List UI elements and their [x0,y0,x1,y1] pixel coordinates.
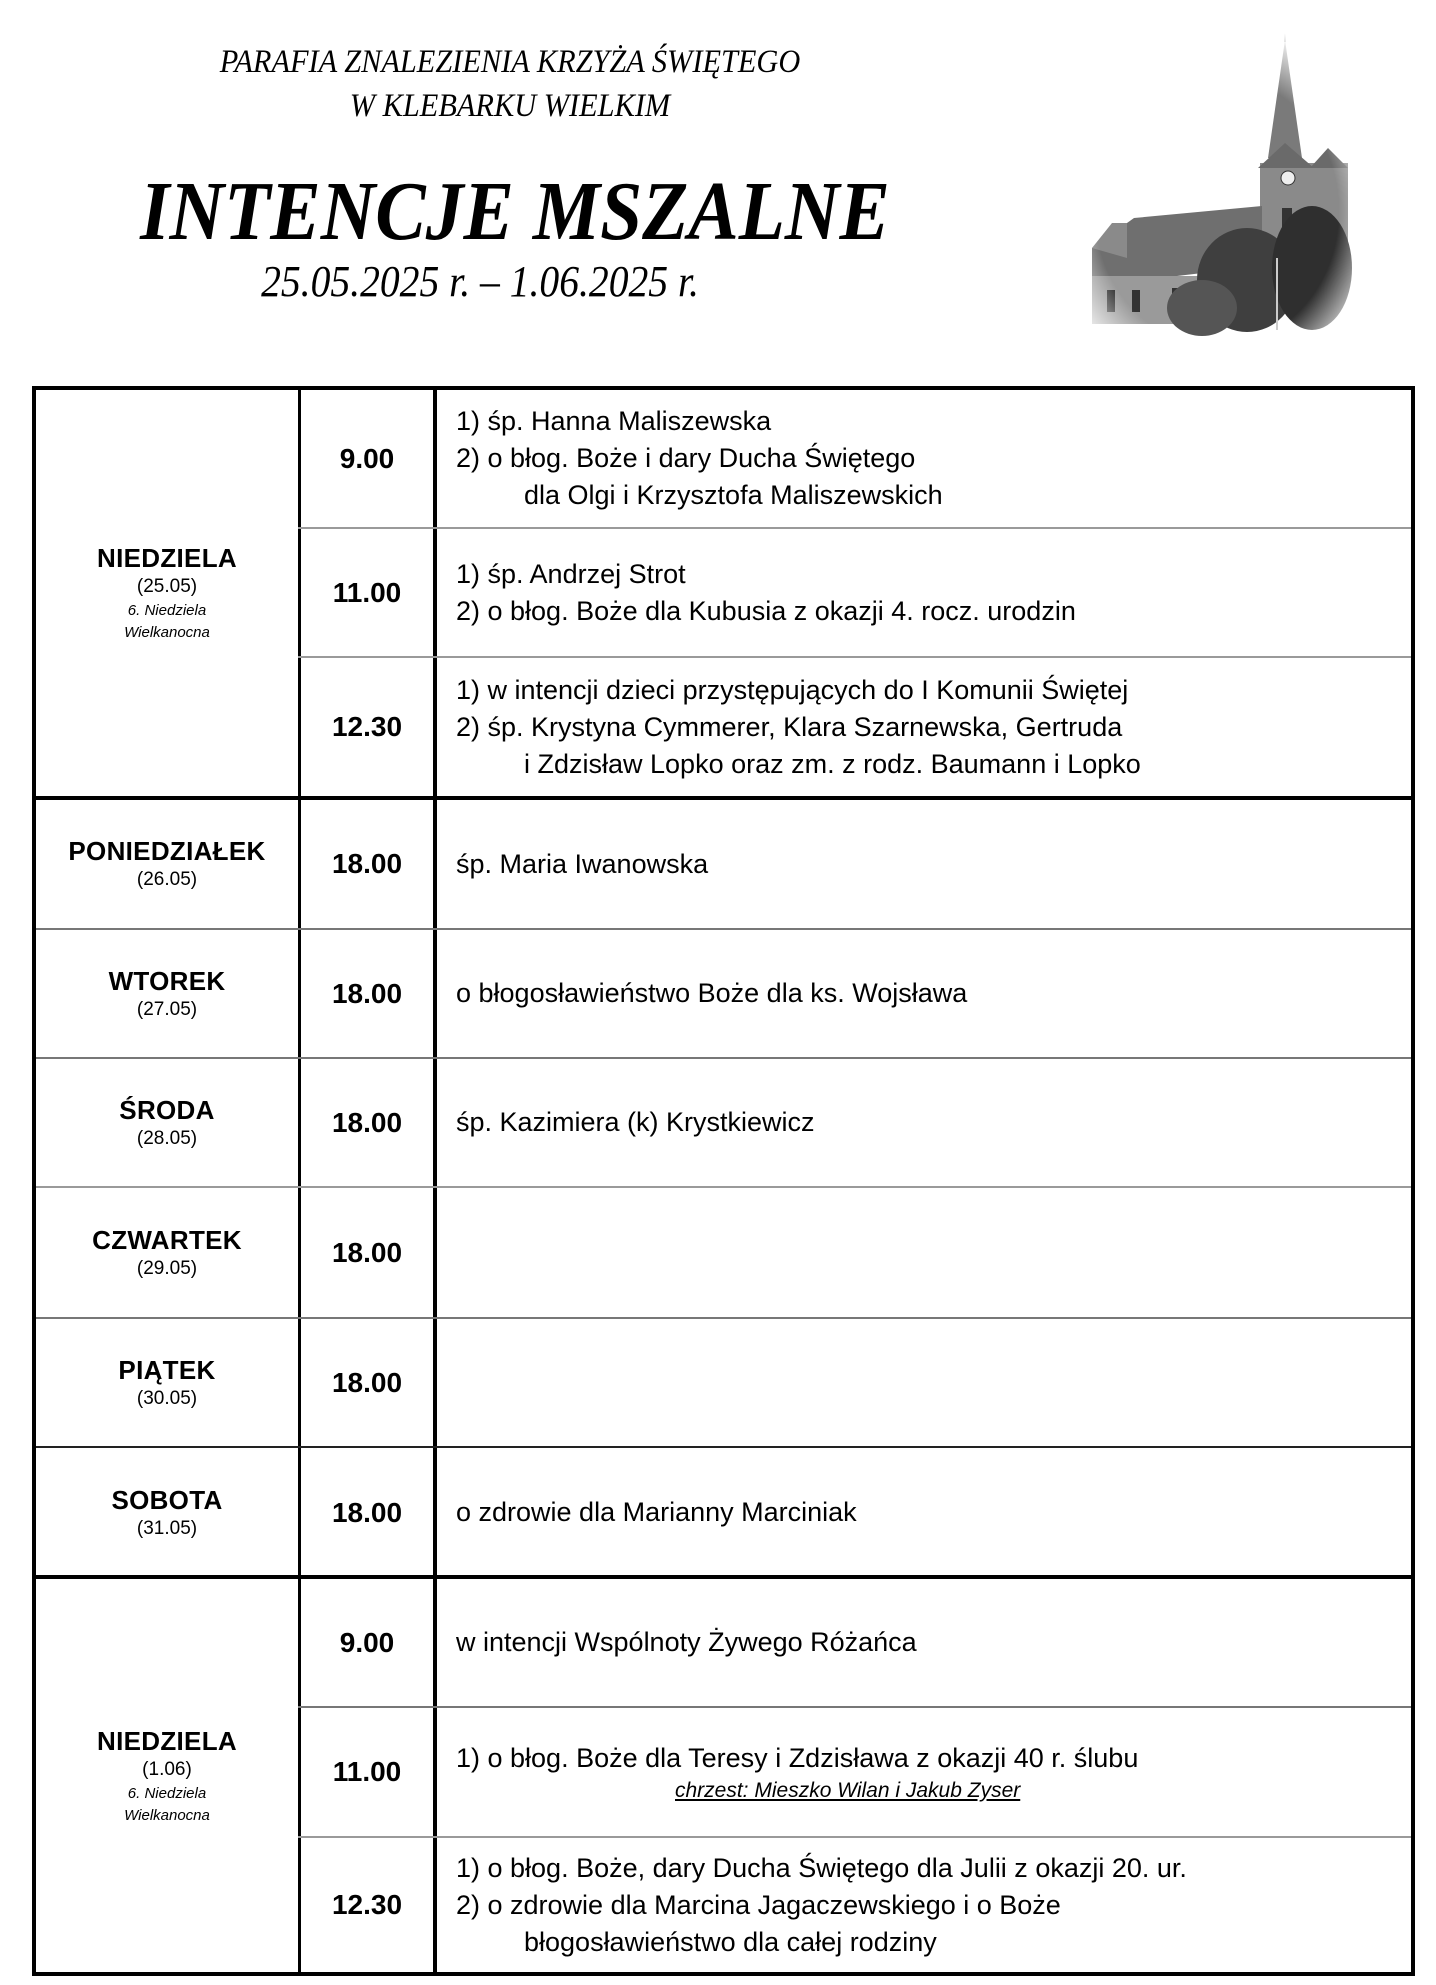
mass-intention [437,1188,1411,1317]
day-name: ŚRODA [119,1094,215,1125]
mass-row [298,1059,1411,1186]
mass-intention [437,1579,1411,1706]
day-cell [36,1188,301,1317]
mass-row [298,800,1411,928]
intention-line: dla Olgi i Krzysztofa Maliszewskich [524,480,943,510]
day-name: NIEDZIELA [97,1725,237,1756]
intention-line: 2) śp. Krystyna Cymmerer, Klara Szarnewska, Gertruda [456,711,1123,742]
intention-line: i Zdzisław Lopko oraz zm. z rodz. Baumann i Lopko [524,748,1141,779]
intention-line: 1) o błog. Boże dla Teresy i Zdzisława z okazji 40 r. ślubu [456,1742,1139,1773]
day-section-friday [36,1319,1411,1446]
mass-time: 9.00 [301,390,437,527]
baptism-note: chrzest: Mieszko Wilan i Jakub Zyser [675,1778,1021,1802]
mass-time: 12.30 [301,658,437,796]
day-cell [36,1059,301,1186]
mass-time: 18.00 [301,1059,437,1186]
intention-line: 1) o błog. Boże, dary Ducha Świętego dla Julii z okazji 20. ur. [456,1852,1187,1883]
mass-row [298,1319,1411,1446]
day-section-thursday [36,1188,1411,1317]
day-date: (31.05) [136,1517,198,1539]
day-section-monday [36,800,1411,928]
intention-line: śp. Maria Iwanowska [456,848,709,879]
church-illustration [1072,18,1362,340]
parish-name-line2: W KLEBARKU WIELKIM [349,88,671,124]
day-section-sunday-1 [36,390,1411,796]
day-feast: Wielkanocna [124,624,210,641]
day-feast: 6. Niedziela [127,602,207,619]
mass-time: 11.00 [301,1708,437,1836]
day-name: SOBOTA [111,1484,223,1515]
day-date: (28.05) [136,1127,198,1149]
date-range: 25.05.2025 r. – 1.06.2025 r. [261,257,699,306]
day-date: (29.05) [136,1257,198,1279]
day-name: PIĄTEK [118,1354,216,1385]
intention-line: 2) o zdrowie dla Marcina Jagaczewskiego i o Boże [456,1889,1061,1920]
mass-intention [437,1838,1411,1972]
day-section-wednesday [36,1059,1411,1186]
mass-time: 12.30 [301,1838,437,1972]
mass-row [298,1708,1411,1836]
intention-line: 2) o błog. Boże dla Kubusia z okazji 4. rocz. urodzin [456,595,1076,626]
day-name: WTOREK [108,965,226,996]
day-feast: Wielkanocna [124,1806,210,1824]
mass-row [298,658,1411,796]
mass-row [298,529,1411,656]
day-cell [36,390,301,796]
mass-time: 18.00 [301,800,437,928]
mass-intention [437,1319,1411,1446]
mass-time: 18.00 [301,1319,437,1446]
mass-intention [437,390,1411,527]
mass-row [298,930,1411,1057]
page-title: INTENCJE MSZALNE [140,165,890,258]
mass-time: 9.00 [301,1579,437,1706]
mass-row [298,390,1411,527]
day-date: (30.05) [136,1387,198,1409]
mass-time: 18.00 [301,1188,437,1317]
mass-intention [437,1708,1411,1836]
day-section-tuesday [36,930,1411,1057]
mass-row [298,1448,1411,1577]
day-feast: 6. Niedziela [127,1784,207,1802]
mass-intention [437,930,1411,1057]
mass-intention [437,1059,1411,1186]
mass-intention [437,1448,1411,1577]
day-cell [36,930,301,1057]
day-cell [36,1448,301,1577]
mass-time: 18.00 [301,1448,437,1577]
intention-line: 1) w intencji dzieci przystępujących do I Komunii Świętej [456,674,1129,705]
intention-line: w intencji Wspólnoty Żywego Różańca [456,1627,917,1657]
mass-row [298,1838,1411,1972]
day-section-sunday-2 [36,1579,1411,1972]
day-date: (25.05) [136,576,198,597]
day-name: PONIEDZIAŁEK [68,836,266,866]
intention-line: o błogosławieństwo Boże dla ks. Wojsława [456,978,968,1008]
day-date: (26.05) [136,869,198,890]
intention-line: 1) śp. Hanna Maliszewska [456,406,772,436]
mass-intention [437,800,1411,928]
intention-line: 1) śp. Andrzej Strot [456,558,686,589]
mass-time: 18.00 [301,930,437,1057]
intention-line: o zdrowie dla Marianny Marciniak [456,1497,857,1527]
intention-line: śp. Kazimiera (k) Krystkiewicz [456,1107,815,1137]
day-section-saturday [36,1448,1411,1577]
intention-line: błogosławieństwo dla całej rodziny [524,1926,937,1957]
day-cell [36,800,301,928]
mass-time: 11.00 [301,529,437,656]
mass-row [298,1579,1411,1706]
mass-intentions-table [32,386,1415,1976]
mass-row [298,1188,1411,1317]
parish-name-line1: PARAFIA ZNALEZIENIA KRZYŻA ŚWIĘTEGO [219,44,801,80]
day-date: (1.06) [142,1758,192,1780]
day-name: CZWARTEK [92,1224,242,1255]
day-cell [36,1319,301,1446]
day-cell [36,1579,301,1972]
day-date: (27.05) [136,998,198,1020]
mass-intention [437,658,1411,796]
day-name: NIEDZIELA [97,543,237,573]
intention-line: 2) o błog. Boże i dary Ducha Świętego [456,443,916,473]
mass-intention [437,529,1411,656]
